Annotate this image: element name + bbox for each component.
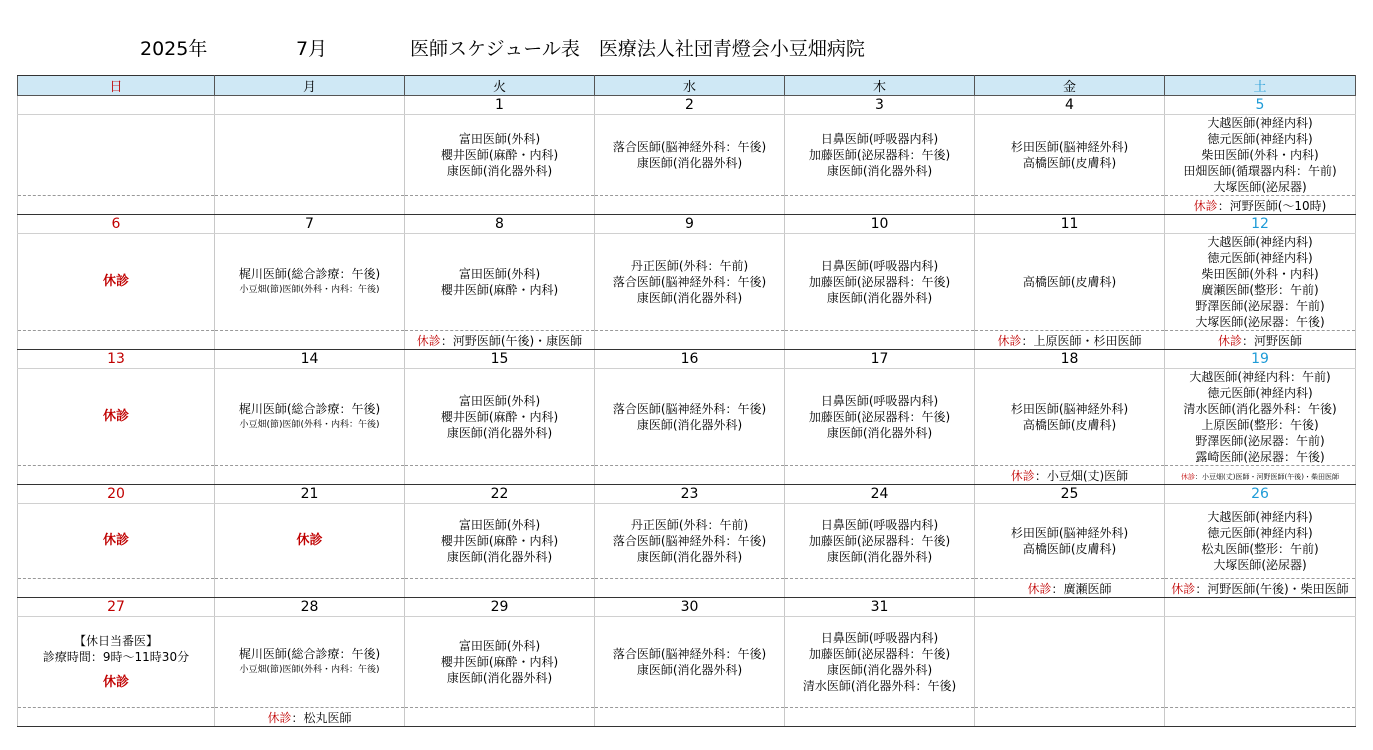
schedule-table: [17, 75, 1356, 727]
closure-cell: [405, 708, 595, 727]
date-cell: 17: [785, 350, 975, 369]
closure-doctors: ：河野医師: [1242, 333, 1303, 348]
closure-cell: [405, 579, 595, 598]
schedule-row: [18, 504, 1356, 579]
schedule-cell: [1165, 504, 1356, 579]
schedule-cell: [1165, 234, 1356, 331]
closure-cell: [1165, 196, 1356, 215]
schedule-cell: [595, 617, 785, 708]
closure-label: 休診: [1217, 333, 1242, 348]
schedule-cell: [215, 369, 405, 466]
closure-doctors: ：上原医師・杉田医師: [1021, 333, 1142, 348]
closure-cell: [785, 196, 975, 215]
closure-row: [18, 331, 1356, 350]
schedule-cell: [595, 369, 785, 466]
date-cell: [1165, 598, 1356, 617]
date-cell: 8: [405, 215, 595, 234]
schedule-cell: [215, 115, 405, 196]
date-cell: [215, 96, 405, 115]
closure-label: 休診: [1027, 581, 1052, 596]
doctor-entry: 清水医師(消化器外科：午後): [802, 679, 957, 693]
closed-label: 休診: [102, 409, 129, 424]
doctor-entry: 廣瀬医師(整形：午前): [1201, 283, 1319, 297]
doctor-entry: 徳元医師(神経内科): [1207, 132, 1313, 146]
closure-cell: [215, 466, 405, 485]
doctor-entry: 康医師(消化器外科): [636, 663, 743, 677]
closure-cell: [595, 579, 785, 598]
date-cell: 23: [595, 485, 785, 504]
date-cell: 15: [405, 350, 595, 369]
doctor-entry: 加藤医師(泌尿器科：午後): [808, 534, 951, 548]
schedule-cell: [405, 234, 595, 331]
doctor-entry: 櫻井医師(麻酔・内科): [440, 534, 559, 548]
schedule-cell: [975, 504, 1165, 579]
closure-doctors: ：小豆畑(丈)医師・河野医師(午後)・柴田医師: [1195, 473, 1339, 481]
closure-cell: [785, 579, 975, 598]
schedule-row: [18, 234, 1356, 331]
closure-cell: [215, 196, 405, 215]
schedule-cell: [405, 504, 595, 579]
doctor-entry: 落合医師(脳神経外科：午後): [612, 534, 767, 548]
closure-label: 休診: [1171, 581, 1196, 596]
date-cell: 5: [1165, 96, 1356, 115]
schedule-cell: [595, 504, 785, 579]
doctor-entry: 梶川医師(総合診療：午後): [238, 267, 381, 281]
doctor-entry: 大塚医師(泌尿器): [1213, 558, 1307, 572]
doctor-entry: 柴田医師(外科・内科): [1201, 148, 1319, 162]
schedule-cell: [595, 234, 785, 331]
doctor-entry: 杉田医師(脳神経外科): [1010, 402, 1129, 416]
doctor-entry: 清水医師(消化器外科：午後): [1183, 402, 1337, 416]
date-cell: 21: [215, 485, 405, 504]
schedule-cell: [18, 234, 215, 331]
closed-label: 休診: [102, 274, 129, 289]
closure-label: 休診: [997, 333, 1022, 348]
date-cell: 20: [18, 485, 215, 504]
doctor-entry: 櫻井医師(麻酔・内科): [440, 148, 559, 162]
date-row: [18, 96, 1356, 115]
schedule-cell: [18, 115, 215, 196]
doctor-entry-small: 小豆畑(節)医師(外科・内科：午後): [239, 665, 380, 675]
doctor-entry: 杉田医師(脳神経外科): [1010, 526, 1129, 540]
schedule-cell: [1165, 369, 1356, 466]
closure-doctors: ：松丸医師: [291, 710, 352, 725]
weekday-fri: 金: [975, 76, 1165, 96]
doctor-entry: 日鼻医師(呼吸器内科): [820, 132, 939, 146]
doctor-entry: 日鼻医師(呼吸器内科): [820, 394, 939, 408]
schedule-cell: [1165, 115, 1356, 196]
doctor-entry: 松丸医師(整形：午前): [1201, 542, 1319, 556]
doctor-entry: 康医師(消化器外科): [826, 663, 933, 677]
schedule-cell: [18, 369, 215, 466]
doctor-entry: 康医師(消化器外科): [826, 291, 933, 305]
closure-cell: [18, 708, 215, 727]
closure-cell: [785, 466, 975, 485]
date-cell: 2: [595, 96, 785, 115]
schedule-cell: [785, 504, 975, 579]
closed-label: 休診: [102, 675, 129, 690]
doctor-entry: 大越医師(神経内科): [1207, 235, 1313, 249]
closure-cell: [405, 466, 595, 485]
date-cell: 27: [18, 598, 215, 617]
doctor-entry: 丹正医師(外科：午前): [630, 518, 749, 532]
date-cell: 28: [215, 598, 405, 617]
doctor-entry: 大越医師(神経内科：午前): [1189, 370, 1331, 384]
date-cell: 10: [785, 215, 975, 234]
date-cell: 25: [975, 485, 1165, 504]
doctor-entry: 徳元医師(神経内科): [1207, 251, 1313, 265]
closure-doctors: ：小豆畑(丈)医師: [1034, 468, 1129, 483]
title-row: [0, 34, 1373, 64]
doctor-entry: 康医師(消化器外科): [826, 426, 933, 440]
closure-cell: [975, 579, 1165, 598]
weekday-sat: 土: [1165, 76, 1356, 96]
schedule-cell: [215, 234, 405, 331]
closure-cell: [1165, 466, 1356, 485]
date-row: [18, 485, 1356, 504]
doctor-entry: 高橋医師(皮膚科): [1022, 156, 1117, 170]
closure-row: [18, 579, 1356, 598]
closure-cell: [785, 331, 975, 350]
doctor-entry: 野澤医師(泌尿器：午前): [1195, 434, 1325, 448]
doctor-entry: 富田医師(外科): [458, 132, 541, 146]
doctor-entry: 富田医師(外科): [458, 267, 541, 281]
date-cell: [18, 96, 215, 115]
date-row: [18, 598, 1356, 617]
closure-label: 休診: [1181, 473, 1196, 481]
doctor-entry: 梶川医師(総合診療：午後): [238, 647, 381, 661]
schedule-cell: [975, 115, 1165, 196]
closure-cell: [975, 196, 1165, 215]
schedule-cell: [975, 369, 1165, 466]
schedule-cell: [18, 504, 215, 579]
weekday-wed: 水: [595, 76, 785, 96]
doctor-entry: 高橋医師(皮膚科): [1022, 418, 1117, 432]
doctor-entry: 柴田医師(外科・内科): [1201, 267, 1319, 281]
closed-label: 休診: [296, 533, 323, 548]
doctor-entry: 康医師(消化器外科): [446, 164, 553, 178]
closure-cell: [18, 196, 215, 215]
closure-cell: [595, 708, 785, 727]
doctor-entry: 野澤医師(泌尿器：午前): [1195, 299, 1325, 313]
doctor-entry: 落合医師(脳神経外科：午後): [612, 275, 767, 289]
date-cell: 7: [215, 215, 405, 234]
schedule-row: [18, 617, 1356, 708]
closure-cell: [975, 331, 1165, 350]
closure-cell: [18, 466, 215, 485]
doctor-entry: 大塚医師(泌尿器): [1213, 180, 1307, 194]
closure-label: 休診: [1010, 468, 1035, 483]
schedule-cell: [785, 234, 975, 331]
doctor-entry: 康医師(消化器外科): [826, 550, 933, 564]
schedule-cell: [405, 617, 595, 708]
closure-cell: [975, 708, 1165, 727]
closure-row: [18, 708, 1356, 727]
schedule-cell: [215, 617, 405, 708]
date-cell: 9: [595, 215, 785, 234]
doctor-entry: 櫻井医師(麻酔・内科): [440, 410, 559, 424]
doctor-entry: 大越医師(神経内科): [1207, 116, 1313, 130]
date-cell: 14: [215, 350, 405, 369]
schedule-cell: [975, 617, 1165, 708]
doctor-entry: 富田医師(外科): [458, 518, 541, 532]
doctor-entry: 加藤医師(泌尿器科：午後): [808, 647, 951, 661]
doctor-entry: 康医師(消化器外科): [636, 156, 743, 170]
doctor-entry: 富田医師(外科): [458, 639, 541, 653]
doctor-entry: 康医師(消化器外科): [446, 671, 553, 685]
closure-cell: [405, 196, 595, 215]
closure-row: [18, 196, 1356, 215]
doctor-entry: 加藤医師(泌尿器科：午後): [808, 148, 951, 162]
title-main: 医師スケジュール表 医療法人社団青燈会小豆畑病院: [410, 38, 865, 60]
closure-doctors: ：河野医師(午後)・柴田医師: [1195, 581, 1349, 596]
doctor-entry: 大越医師(神経内科): [1207, 510, 1313, 524]
doctor-entry: 落合医師(脳神経外科：午後): [612, 402, 767, 416]
doctor-entry: 康医師(消化器外科): [446, 426, 553, 440]
closure-row: [18, 466, 1356, 485]
schedule-cell: [18, 617, 215, 708]
doctor-entry: 上原医師(整形：午後): [1201, 418, 1319, 432]
doctor-entry-small: 小豆畑(節)医師(外科・内科：午後): [239, 285, 380, 295]
doctor-entry: 田畑医師(循環器内科：午前): [1183, 164, 1337, 178]
weekday-tue: 火: [405, 76, 595, 96]
closure-label: 休診: [416, 333, 441, 348]
date-cell: 22: [405, 485, 595, 504]
doctor-entry: 丹正医師(外科：午前): [630, 259, 749, 273]
holiday-duty-notice: 診療時間：9時～11時30分: [42, 650, 190, 664]
doctor-entry: 富田医師(外科): [458, 394, 541, 408]
closure-cell: [215, 708, 405, 727]
closure-cell: [975, 466, 1165, 485]
date-cell: 19: [1165, 350, 1356, 369]
doctor-entry-small: 小豆畑(節)医師(外科・内科：午後): [239, 420, 380, 430]
closure-cell: [1165, 331, 1356, 350]
date-cell: 3: [785, 96, 975, 115]
doctor-entry: 康医師(消化器外科): [636, 418, 743, 432]
schedule-cell: [215, 504, 405, 579]
doctor-entry: 加藤医師(泌尿器科：午後): [808, 275, 951, 289]
doctor-entry: 杉田医師(脳神経外科): [1010, 140, 1129, 154]
doctor-entry: 櫻井医師(麻酔・内科): [440, 283, 559, 297]
closure-cell: [1165, 708, 1356, 727]
schedule-cell: [405, 369, 595, 466]
doctor-entry: 露崎医師(泌尿器：午後): [1195, 450, 1325, 464]
date-cell: 29: [405, 598, 595, 617]
doctor-entry: 康医師(消化器外科): [636, 550, 743, 564]
weekday-mon: 月: [215, 76, 405, 96]
weekday-sun: 日: [18, 76, 215, 96]
closure-doctors: ：河野医師(～10時): [1217, 198, 1327, 213]
date-cell: [975, 598, 1165, 617]
doctor-entry: 徳元医師(神経内科): [1207, 386, 1313, 400]
date-row: [18, 350, 1356, 369]
closure-label: 休診: [1193, 198, 1218, 213]
schedule-row: [18, 369, 1356, 466]
doctor-entry: 高橋医師(皮膚科): [1022, 542, 1117, 556]
closure-cell: [405, 331, 595, 350]
closure-cell: [595, 196, 785, 215]
doctor-entry: 落合医師(脳神経外科：午後): [612, 140, 767, 154]
weekday-thu: 木: [785, 76, 975, 96]
date-cell: 1: [405, 96, 595, 115]
closure-cell: [215, 579, 405, 598]
schedule-cell: [785, 617, 975, 708]
schedule-cell: [1165, 617, 1356, 708]
title-year: 2025年: [140, 38, 208, 60]
closure-cell: [18, 579, 215, 598]
closure-doctors: ：河野医師(午後)・康医師: [440, 333, 583, 348]
schedule-cell: [405, 115, 595, 196]
schedule-row: [18, 115, 1356, 196]
doctor-entry: 康医師(消化器外科): [826, 164, 933, 178]
closure-label: 休診: [267, 710, 292, 725]
spacer: [18, 665, 214, 675]
date-row: [18, 215, 1356, 234]
date-cell: 31: [785, 598, 975, 617]
closure-cell: [595, 466, 785, 485]
doctor-entry: 康医師(消化器外科): [446, 550, 553, 564]
date-cell: 24: [785, 485, 975, 504]
date-cell: 30: [595, 598, 785, 617]
doctor-entry: 櫻井医師(麻酔・内科): [440, 655, 559, 669]
closure-cell: [1165, 579, 1356, 598]
holiday-duty-notice: 【休日当番医】: [73, 634, 158, 648]
closure-cell: [595, 331, 785, 350]
schedule-cell: [595, 115, 785, 196]
closure-cell: [215, 331, 405, 350]
doctor-entry: 梶川医師(総合診療：午後): [238, 402, 381, 416]
doctor-entry: 日鼻医師(呼吸器内科): [820, 631, 939, 645]
date-cell: 6: [18, 215, 215, 234]
date-cell: 16: [595, 350, 785, 369]
date-cell: 11: [975, 215, 1165, 234]
date-cell: 12: [1165, 215, 1356, 234]
closure-cell: [18, 331, 215, 350]
doctor-entry: 加藤医師(泌尿器科：午後): [808, 410, 951, 424]
doctor-entry: 日鼻医師(呼吸器内科): [820, 518, 939, 532]
weekday-header-row: [18, 76, 1356, 96]
date-cell: 13: [18, 350, 215, 369]
doctor-entry: 日鼻医師(呼吸器内科): [820, 259, 939, 273]
doctor-entry: 康医師(消化器外科): [636, 291, 743, 305]
doctor-entry: 徳元医師(神経内科): [1207, 526, 1313, 540]
schedule-cell: [785, 369, 975, 466]
closure-cell: [785, 708, 975, 727]
doctor-entry: 大塚医師(泌尿器：午後): [1195, 315, 1325, 329]
date-cell: 18: [975, 350, 1165, 369]
date-cell: 4: [975, 96, 1165, 115]
date-cell: 26: [1165, 485, 1356, 504]
schedule-cell: [785, 115, 975, 196]
doctor-entry: 落合医師(脳神経外科：午後): [612, 647, 767, 661]
doctor-entry: 高橋医師(皮膚科): [1022, 275, 1117, 289]
schedule-cell: [975, 234, 1165, 331]
closed-label: 休診: [102, 533, 129, 548]
closure-doctors: ：廣瀬医師: [1051, 581, 1112, 596]
title-month: 7月: [296, 38, 328, 60]
